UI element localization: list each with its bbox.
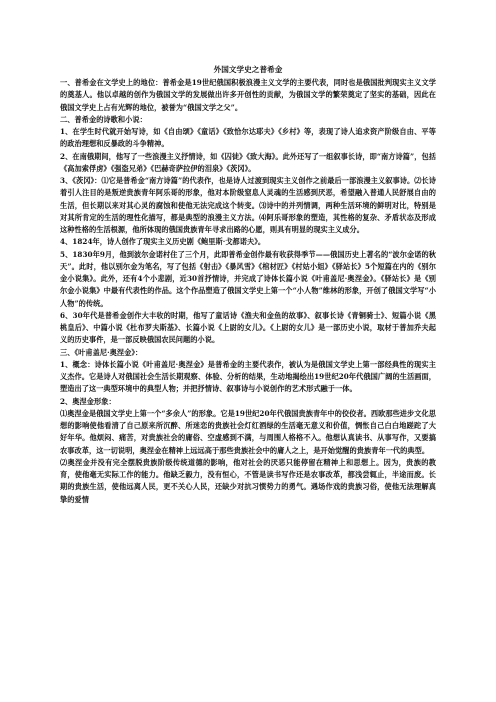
body-paragraph: 4、1824年，诗人创作了现实主义历史剧《鲍里斯·戈都诺夫》。 <box>60 237 266 247</box>
body-paragraph: 6、30年代是普希金创作大丰收的时期，他写了童话诗《渔夫和金鱼的故事》、叙事长诗《青铜骑士》、短篇小说《黑桃皇后》、中篇小说《杜布罗夫斯基》、长篇小说《上尉的女儿》。《上尉的女儿》是一部历史小说，取材于普加乔夫起义的历史事件，是一部反映俄国农民问题的小说。 <box>60 310 436 345</box>
body-paragraph: 一、普希金在文学史上的地位：普希金是19世纪俄国积极浪漫主义文学的主要代表，同时也是俄国批判现实主义文学的奠基人。他以卓越的创作为俄国文学的发展做出许多开创性的贡献，为俄国文学的繁荣奠定了坚实的基础，因此在俄国文学史上占有光辉的地位，被誉为“俄国文学之父”。 <box>60 78 436 112</box>
body-paragraph: 三、《叶甫盖尼·奥涅金》： <box>60 347 143 357</box>
body-paragraph: 二、普希金的诗歌和小说： <box>60 114 147 124</box>
body-paragraph: 1、在学生时代就开始写诗，如《自由颂》《童话》《致恰尔达耶夫》《乡村》等，表现了诗人追求资产阶级自由、平等的政治理想和反暴政的斗争精神。 <box>60 127 436 149</box>
paragraph-list <box>60 77 436 506</box>
body-paragraph: 1、概念：诗体长篇小说《叶甫盖尼·奥涅金》是普希金的主要代表作，被认为是俄国文学史上第一部经典性的现实主义杰作。它是诗人对俄国社会生活长期观察、体验、分析的结果，生动地揭绘出19世纪20年代俄国广阔的生活画面，塑造出了这一典型环境中的典型人物；并把抒情诗、叙事诗与小说创作的艺术形式融于一体。 <box>60 359 436 394</box>
body-paragraph: 2、在南俄期间，他写了一些浪漫主义抒情诗，如《囚徒》《致大海》。此外还写了一组叙事长诗，即“南方诗篇”，包括《高加索俘虏》《强盗兄弟》《巴赫奇萨拉伊的泪泉》《茨冈》。 <box>60 151 436 173</box>
body-paragraph: ⑵奥涅金并没有完全摆脱贵族阶级传统道德的影响，他对社会的厌恶只能停留在精神上和思想上。因为，贵族的教育，使他毫无实际工作的能力。他缺乏毅力，没有恒心，不管是读书写作还是农事改革，都浅尝辄止，半途而废。长期的贵族生活，使他远离人民，更不关心人民，还缺少对抗习惯势力的勇气。遇场作戏的贵族习俗，使他无法理解真挚的爱情 <box>60 457 436 504</box>
body-paragraph: ⑴奥涅金是俄国文学史上第一个“多余人”的形象。它是19世纪20年代俄国贵族青年中的佼佼者。西欧那些进步文化思想的影响使他看清了自己原来所沉醉、所迷恋的贵族社会灯红酒绿的生活毫无意义和价值，惆怅自己白白地蹉跎了大好年华。他烦闷、痛苦，对贵族社会的庸俗、空虚感到不满，与周围人格格不入。他想认真读书、从事写作，又要搞农事改革，这一切说明，奥涅金在精神上远远高于那些贵族社会中的庸人之上，是开始觉醒的贵族青年一代的典型。 <box>60 408 436 455</box>
body-paragraph: 3、《茨冈》：⑴它是普希金“南方诗篇”的代表作，也是诗人过渡到现实主义创作之前最后一部浪漫主义叙事诗。⑵长诗着引人注目的是叛逆贵族青年阿乐哥的形象，他对本阶级窒息人灵魂的生活感到厌恶，希望融入普通人民舒展自由的生活，但长期以来对其心灵的腐蚀和使他无法完成这个转变。⑶诗中的并列情调，两种生活环境的鲜明对比，特别是对其所肯定的生活的理性化描写，都是典型的浪漫主义方法。⑷阿乐哥形象的塑造，其性格的复杂、矛盾状态及形成这种性格的生活根源，他所体现的俄国贵族青年寻求出路的心愿，则具有明显的现实主义成分。 <box>60 176 436 234</box>
document-body <box>60 64 436 506</box>
document-title: 外国文学史之普希金 <box>213 65 283 74</box>
body-paragraph: 2、奥涅金形象： <box>60 396 116 406</box>
body-paragraph: 5、1830年9月，他到波尔金诺村住了三个月，此即普希金创作最有收获得季节——俄国历史上著名的“波尔金诺的秋天”。此时，他以别尔金为笔名，写了包括《射击》《暴风雪》《棺材匠》《村姑小姐》《驿站长》5个短篇在内的《别尔金小说集》。此外，还有4个小悲剧，近30首抒情诗，并完成了诗体长篇小说《叶甫盖尼·奥涅金》。《驿站长》是《别尔金小说集》中最有代表性的作品。这个作品塑造了俄国文学史上第一个“小人物”维林的形象，开创了俄国文学写“小人物”的传统。 <box>60 249 436 308</box>
